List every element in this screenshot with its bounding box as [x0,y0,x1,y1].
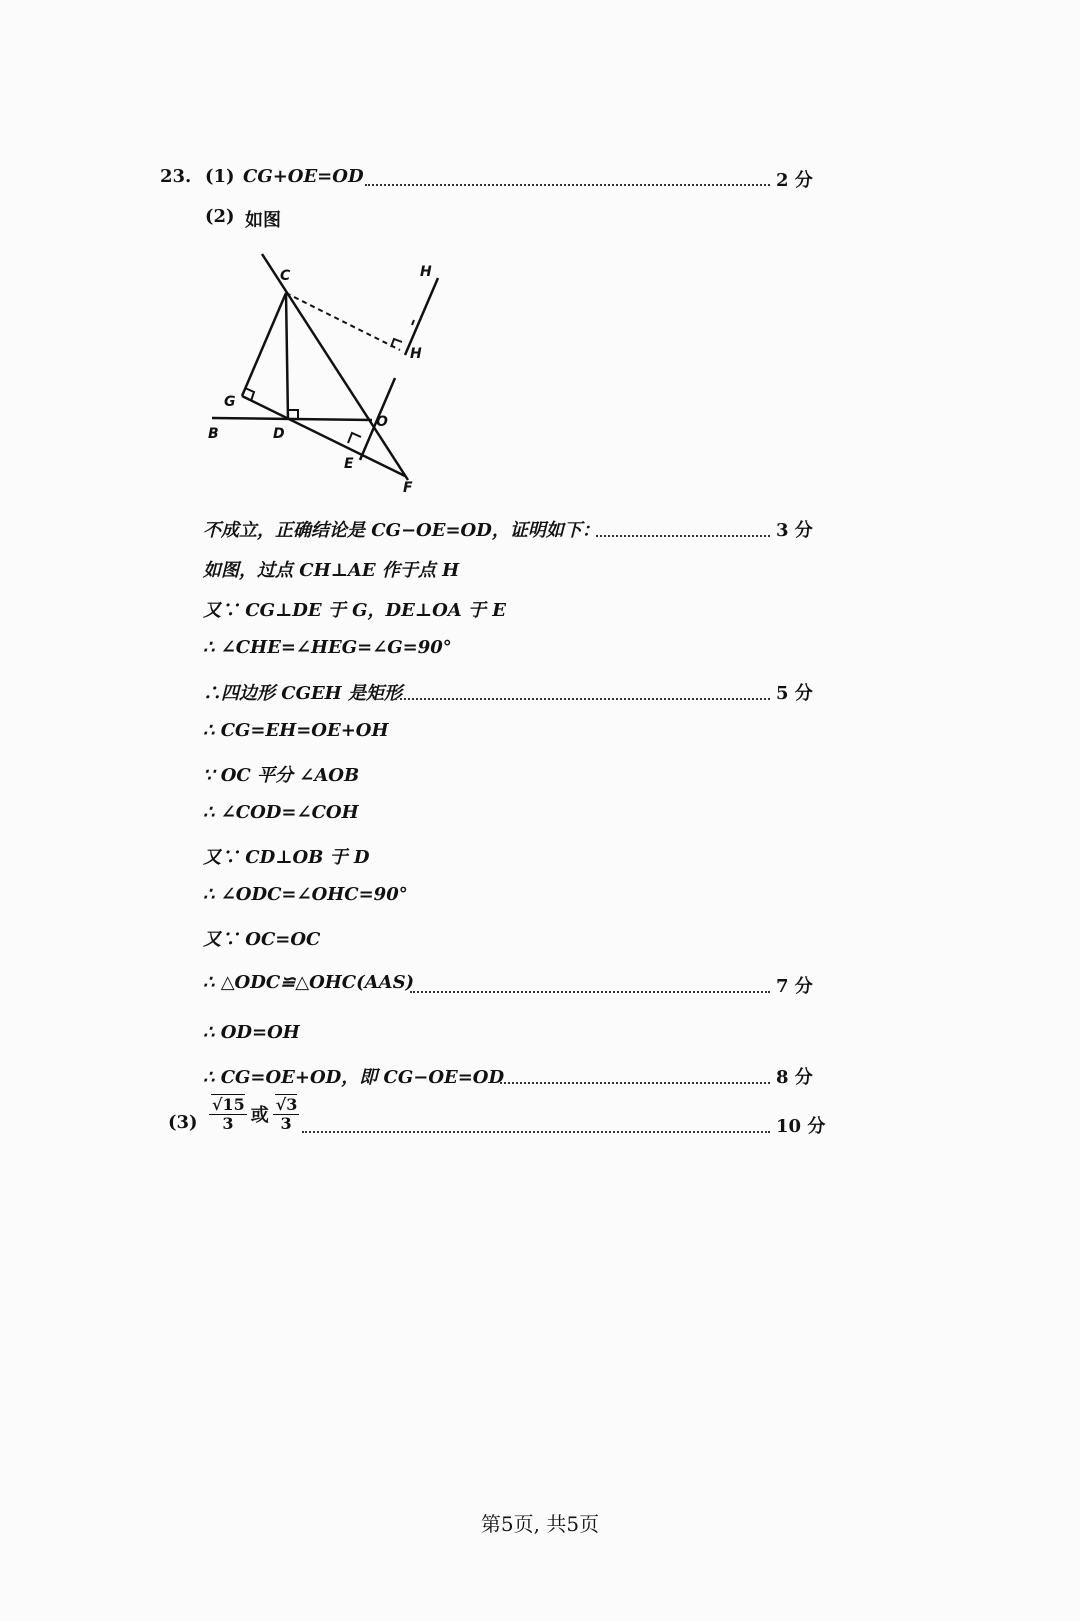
proof-step: ∵ OC 平分 ∠AOB [203,765,360,786]
fraction-2-numerator: √3 [275,1095,298,1114]
part1-answer: CG+OE=OD [243,166,364,187]
label-o: O [376,414,388,430]
step0-score: 3 分 [776,520,813,541]
label-g: G [224,394,236,410]
part3-score: 10 分 [776,1116,826,1137]
proof-step: ∴ ∠ODC=∠OHC=90° [203,884,408,905]
segment-cg [242,293,286,396]
segment-cd [286,293,288,420]
part1-score: 2 分 [776,170,813,191]
part3-label: (3) [168,1112,198,1133]
step13-score: 8 分 [776,1067,813,1088]
label-e: E [344,456,354,472]
label-h: H [410,346,422,362]
fraction-1 [209,1096,247,1132]
step11-score: 7 分 [776,976,813,997]
label-f: F [403,480,413,496]
proof-step: ∴ OD=OH [203,1022,300,1043]
segment-ch-dashed [286,293,400,350]
fraction-2 [273,1096,300,1132]
proof-step: ∴四边形 CGEH 是矩形 [203,683,402,704]
geometry-figure [200,240,460,500]
proof-step: ∴ CG=EH=OE+OH [203,720,389,741]
proof-step: ∴ △ODC≌△OHC(AAS) [203,972,415,993]
line-cf [262,254,408,480]
right-angle-e [348,433,361,443]
proof-step: ∴ CG=OE+OD，即 CG−OE=OD [203,1067,505,1088]
label-c: C [280,268,291,284]
label-h-top: H [420,264,432,280]
part3-answer [207,1096,301,1132]
step11-leader [410,991,770,993]
step4-leader [395,698,770,700]
line-oa-tick [412,320,414,325]
right-angle-d [288,410,298,419]
step13-leader [500,1082,770,1084]
proof-step: 又∵ OC=OC [203,929,321,950]
step0-leader [596,535,770,537]
part2-label: (2) [205,206,235,227]
connector-or: 或 [250,1105,269,1127]
fraction-2-denominator: 3 [280,1113,292,1133]
proof-step: 又∵ CG⊥DE 于 G，DE⊥OA 于 E [203,600,506,621]
fraction-1-numerator: √15 [212,1095,245,1114]
proof-step: 又∵ CD⊥OB 于 D [203,847,370,868]
part1-label: (1) [205,166,235,187]
proof-step: ∴ ∠COD=∠COH [203,802,359,823]
proof-step: 不成立，正确结论是 CG−OE=OD，证明如下： [203,520,600,541]
line-oa-upper [405,278,438,355]
label-b: B [208,426,219,442]
page-footer: 第5页, 共5页 [480,1512,600,1536]
part1-leader [365,184,770,186]
proof-step: ∴ ∠CHE=∠HEG=∠G=90° [203,637,452,658]
question-number: 23. [160,166,192,187]
part3-leader [302,1131,770,1133]
step4-score: 5 分 [776,683,813,704]
part2-caption: 如图 [245,210,281,231]
fraction-1-denominator: 3 [222,1113,234,1133]
label-d: D [273,426,285,442]
proof-step: 如图，过点 CH⊥AE 作于点 H [203,560,460,581]
